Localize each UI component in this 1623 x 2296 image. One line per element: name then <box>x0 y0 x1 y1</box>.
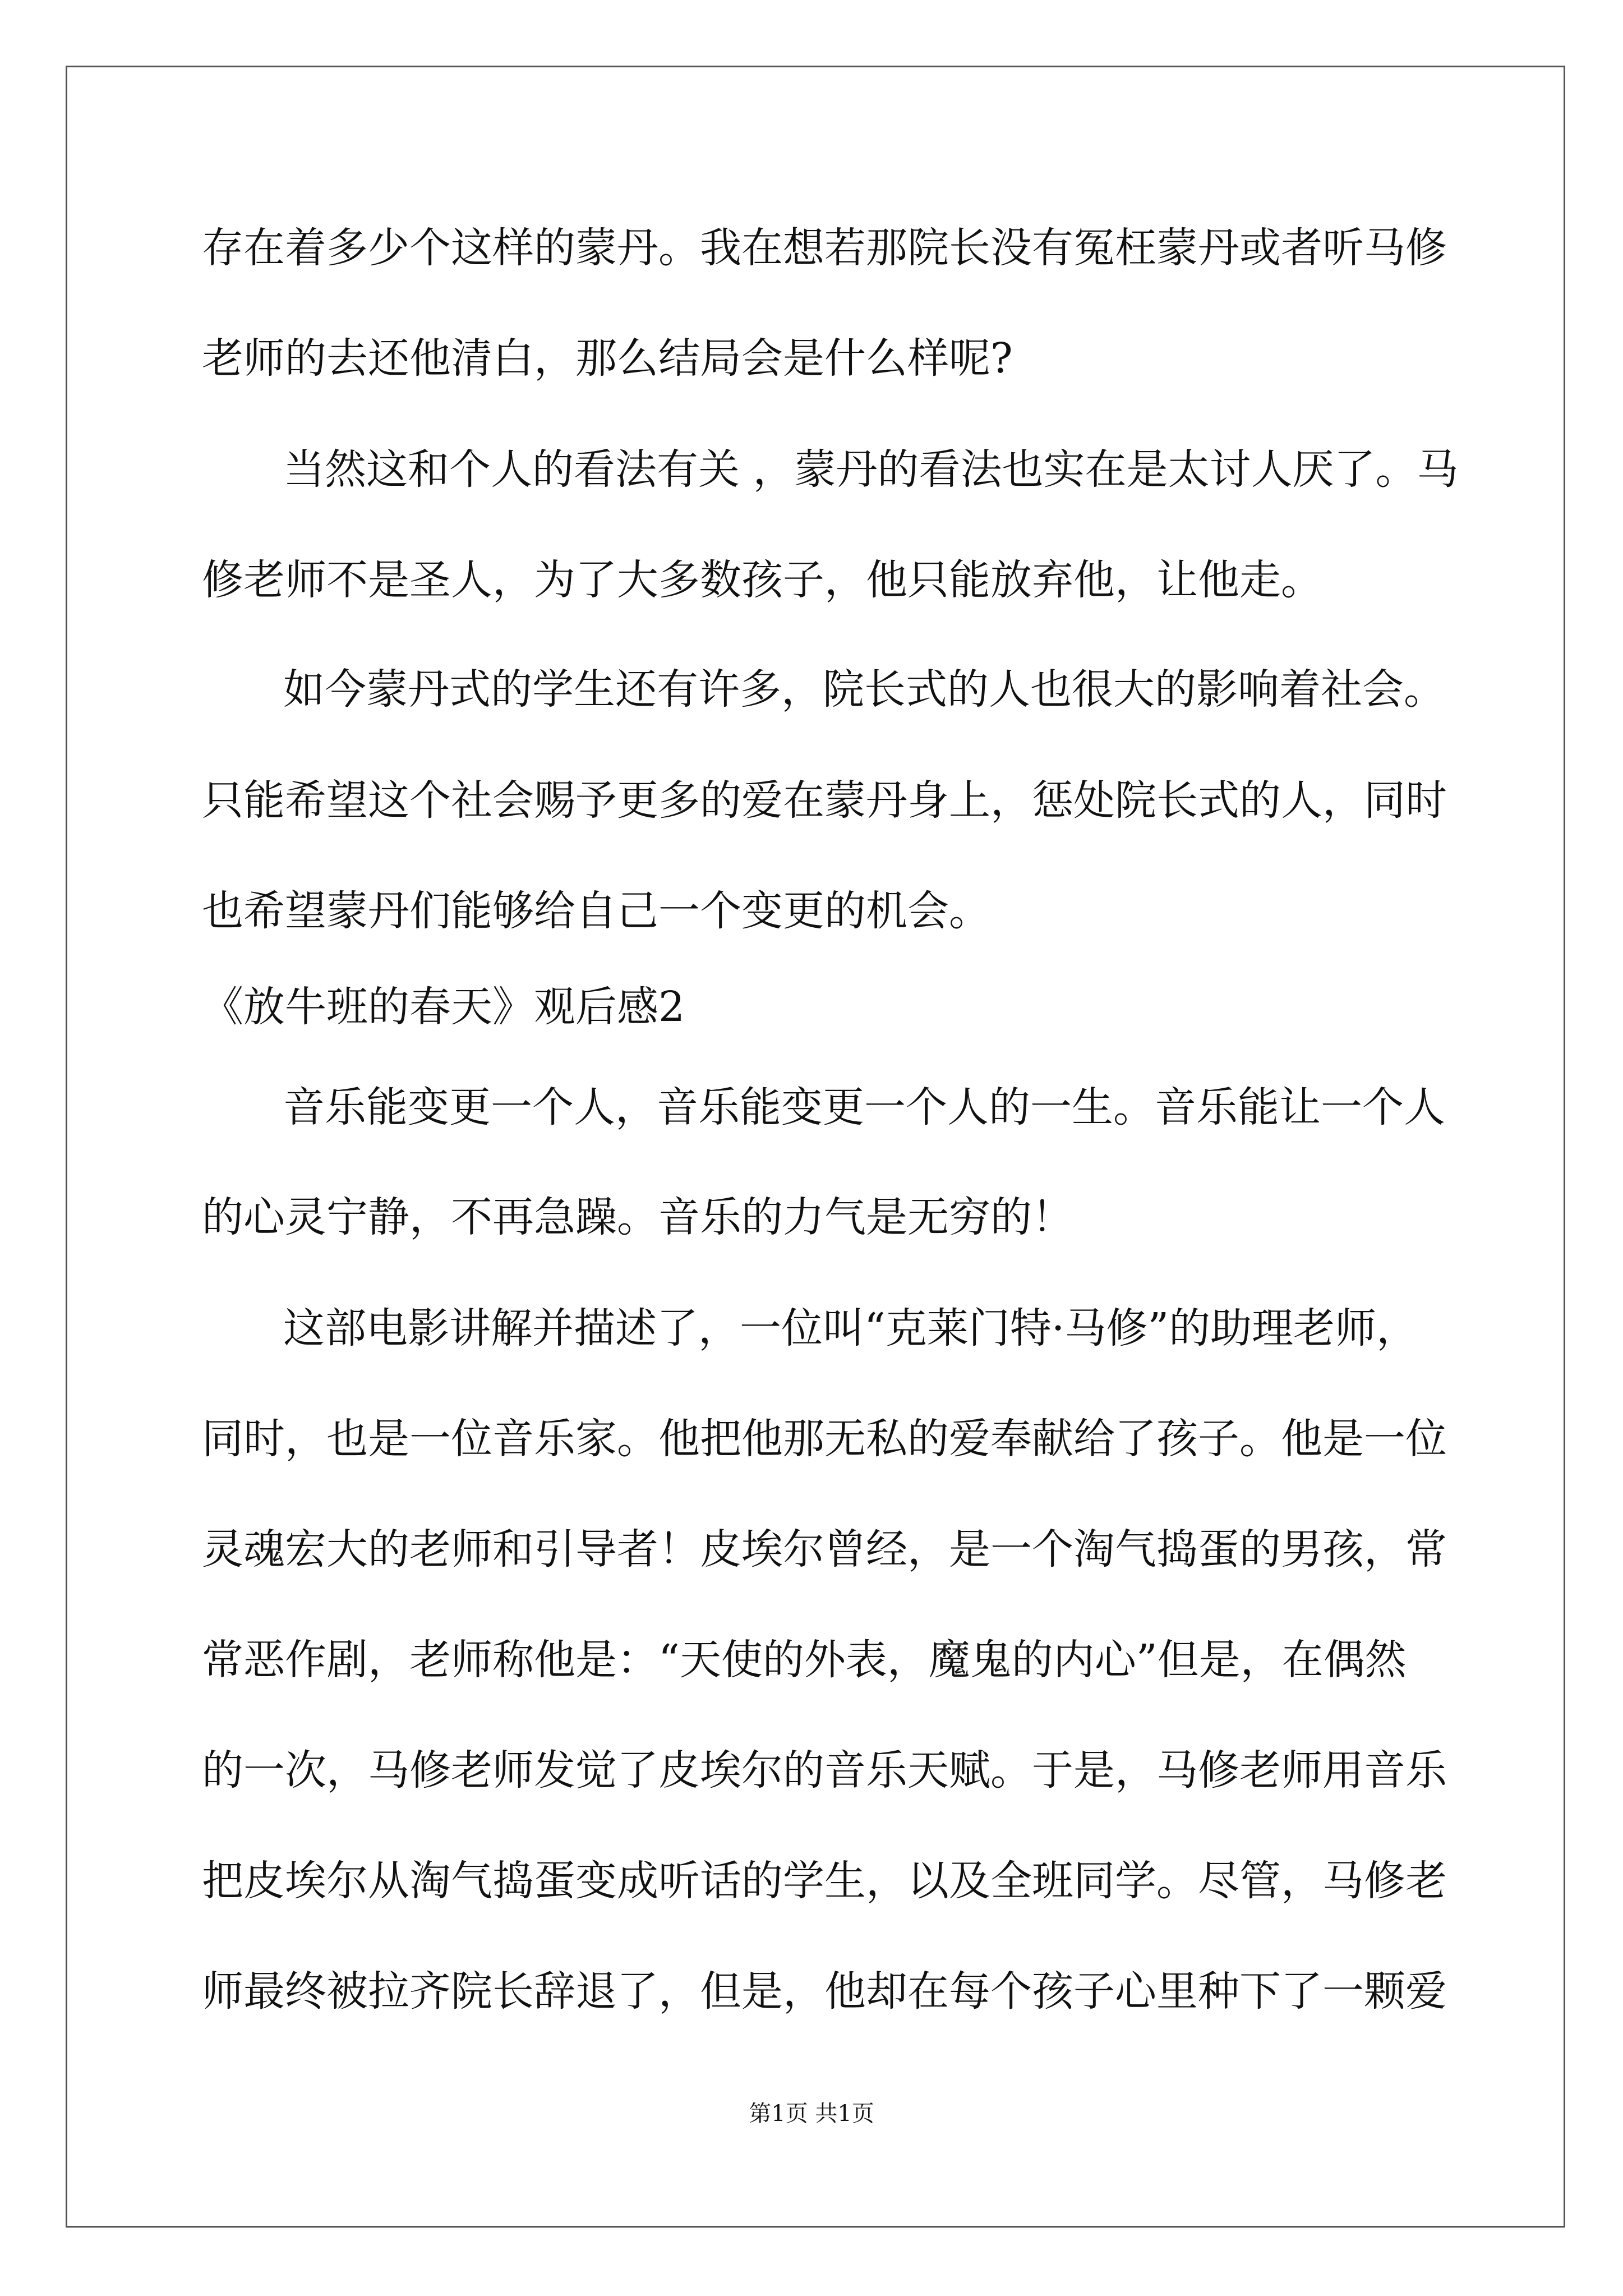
text-line: 同时，也是一位音乐家。他把他那无私的爱奉献给了孩子。他是一位 <box>202 1415 1447 1463</box>
section-heading: 《放牛班的春天》观后感2 <box>202 983 685 1031</box>
text-line: 把皮埃尔从淘气捣蛋变成听话的学生，以及全班同学。尽管，马修老 <box>202 1857 1447 1905</box>
text-line: 音乐能变更一个人，音乐能变更一个人的一生。音乐能让一个人 <box>283 1083 1445 1131</box>
text-line: 灵魂宏大的老师和引导者！皮埃尔曾经，是一个淘气捣蛋的男孩，常 <box>202 1525 1447 1573</box>
text-line: 修老师不是圣人，为了大多数孩子，他只能放弃他，让他走。 <box>202 556 1322 604</box>
text-line: 存在着多少个这样的蒙丹。我在想若那院长没有冤枉蒙丹或者听马修 <box>202 224 1447 272</box>
text-line: 的心灵宁静，不再急躁。音乐的力气是无穷的！ <box>202 1193 1073 1241</box>
text-line: 也希望蒙丹们能够给自己一个变更的机会。 <box>202 887 990 935</box>
text-line: 老师的去还他清白，那么结局会是什么样呢? <box>202 334 1013 383</box>
text-line: 常恶作剧，老师称他是：“天使的外表，魔鬼的内心”但是，在偶然 <box>202 1636 1407 1684</box>
text-line: 师最终被拉齐院长辞退了，但是，他却在每个孩子心里种下了一颗爱 <box>202 1967 1447 2016</box>
page-footer: 第1页 共1页 <box>749 2101 874 2127</box>
text-line: 的一次，马修老师发觉了皮埃尔的音乐天赋。于是，马修老师用音乐 <box>202 1746 1447 1795</box>
text-line: 如今蒙丹式的学生还有许多，院长式的人也很大的影响着社会。 <box>283 665 1445 714</box>
text-line: 当然这和个人的看法有关 ，蒙丹的看法也实在是太讨人厌了。马 <box>283 445 1459 494</box>
text-line: 只能希望这个社会赐予更多的爱在蒙丹身上，惩处院长式的人，同时 <box>202 776 1447 825</box>
text-line: 这部电影讲解并描述了，一位叫“克莱门特·马修”的助理老师， <box>283 1304 1418 1352</box>
